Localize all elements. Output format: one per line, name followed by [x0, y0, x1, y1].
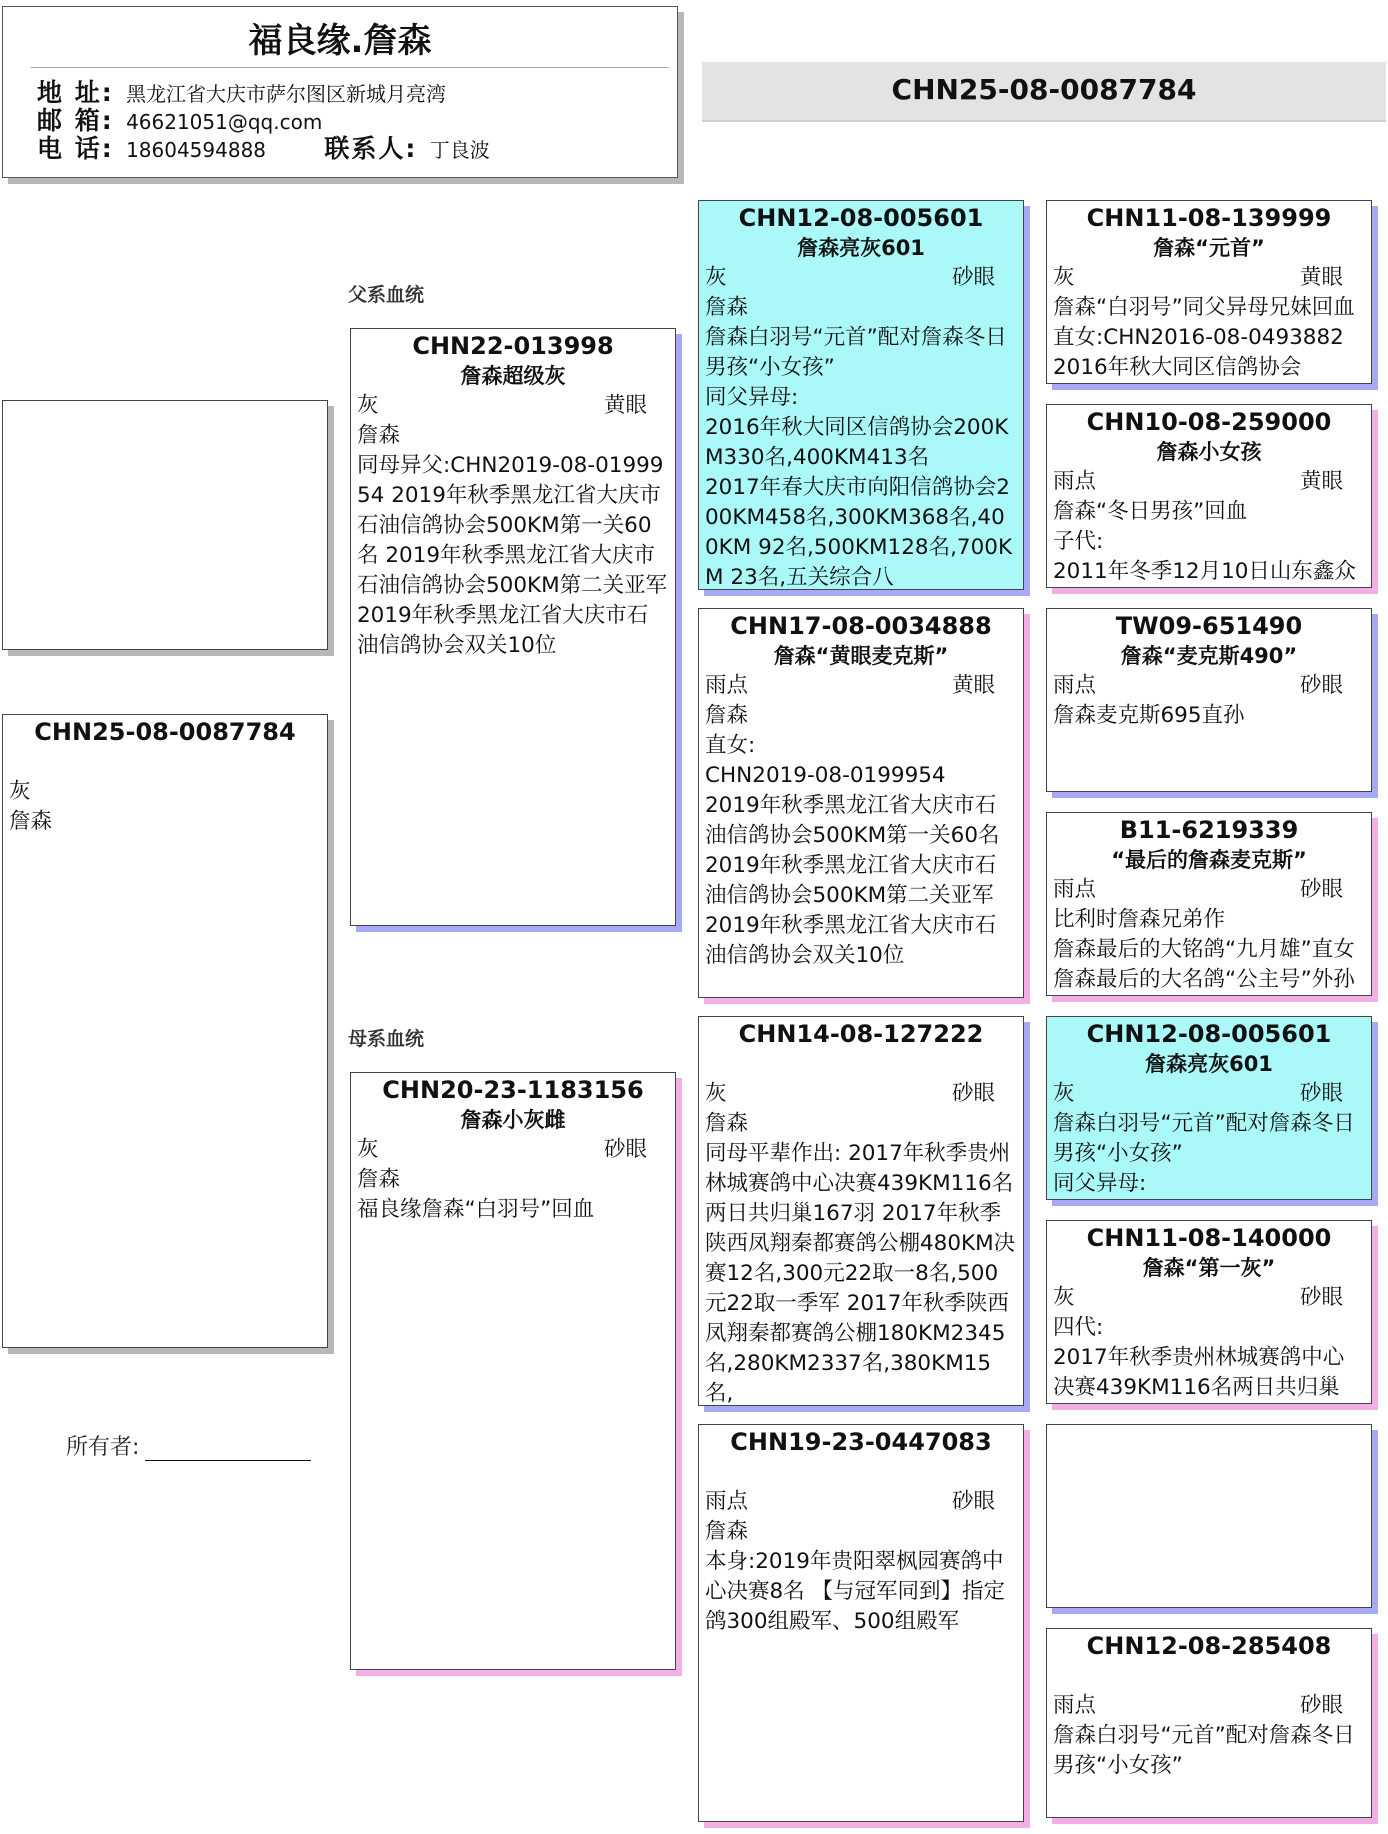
- sss-ring: CHN11-08-139999: [1086, 204, 1332, 232]
- subject-card: [2, 714, 328, 1348]
- sire-sire-card: [698, 200, 1024, 590]
- sire-color: 灰: [357, 393, 379, 418]
- ddd-color: 雨点: [1053, 1693, 1097, 1718]
- ds-notes: 同母平辈作出: 2017年秋季贵州林城赛鸽中心决赛439KM116名两日共归巢167羽 2017年秋季陕西凤翔秦都赛鸽公棚480KM决赛12名,300元22取一8名,500元22取一季军 2017年秋季陕西凤翔秦都赛鸽公棚180KM2345名,280KM2337名,380KM15名,: [705, 1141, 1016, 1406]
- dam-sire-card: [698, 1016, 1024, 1406]
- sds-card: [1046, 608, 1372, 792]
- sds-notes: 詹森麦克斯695直孙: [1053, 703, 1245, 728]
- contact-label: 联系人:: [324, 134, 418, 163]
- sd-color: 雨点: [705, 673, 749, 698]
- ssd-card: [1046, 404, 1372, 588]
- dss-ring: CHN12-08-005601: [1086, 1020, 1332, 1048]
- owner-signature-line: [145, 1434, 311, 1461]
- sd-notes: 直女: CHN2019-08-0199954 2019年秋季黑龙江省大庆市石油信鸽协会500KM第一关60名 2019年秋季黑龙江省大庆市石油信鸽协会500KM第二关亚军 2019年秋季黑龙江省大庆市石油信鸽协会双关10位: [705, 733, 1000, 968]
- dss-card: [1046, 1016, 1372, 1200]
- sdd-color-eye: [1053, 875, 1365, 905]
- sdd-color: 雨点: [1053, 877, 1097, 902]
- sd-eye: 黄眼: [951, 673, 995, 698]
- sdd-ring: B11-6219339: [1119, 816, 1299, 844]
- ssd-notes: 詹森“冬日男孩”回血 子代: 2011年冬季12月10日山东鑫众: [1053, 499, 1356, 584]
- address-value: 黑龙江省大庆市萨尔图区新城月亮湾: [126, 82, 447, 106]
- dam-dam-card: [698, 1424, 1024, 1822]
- sd-color-eye: [705, 671, 1017, 701]
- ds-eye: 砂眼: [951, 1081, 995, 1106]
- owner-line: [66, 1430, 311, 1461]
- dsd-name: 詹森“第一灰”: [1142, 1256, 1276, 1280]
- header-divider: [31, 67, 669, 68]
- dam-notes: 福良缘詹森“白羽号”回血: [357, 1197, 595, 1222]
- ddd-eye: 砂眼: [1299, 1693, 1343, 1718]
- ssd-eye: 黄眼: [1299, 469, 1343, 494]
- sd-name: 詹森“黄眼麦克斯”: [773, 644, 949, 668]
- subject-strain: 詹森: [9, 809, 53, 834]
- sss-name: 詹森“元首”: [1153, 236, 1265, 260]
- ddd-ring: CHN12-08-285408: [1086, 1632, 1332, 1660]
- dd-name-blank: [705, 1457, 1017, 1487]
- dss-name: 詹森亮灰601: [1145, 1052, 1273, 1076]
- sire-name: 詹森超级灰: [460, 364, 566, 388]
- address-label: 地 址:: [37, 78, 114, 107]
- dd-color: 雨点: [705, 1489, 749, 1514]
- owner-label: 所有者:: [66, 1435, 140, 1460]
- ring-number-band: CHN25-08-0087784: [702, 62, 1386, 122]
- ssd-name: 詹森小女孩: [1156, 440, 1262, 464]
- ddd-card: [1046, 1628, 1372, 1818]
- dss-eye: 砂眼: [1299, 1081, 1343, 1106]
- ds-ring: CHN14-08-127222: [738, 1020, 984, 1048]
- ssd-ring: CHN10-08-259000: [1086, 408, 1332, 436]
- sire-eye: 黄眼: [603, 393, 647, 418]
- dam-color: 灰: [357, 1137, 379, 1162]
- phone-label: 电 话:: [37, 134, 114, 163]
- dam-ring: CHN20-23-1183156: [382, 1076, 644, 1104]
- dd-color-eye: [705, 1487, 1017, 1517]
- dds-card: [1046, 1424, 1372, 1608]
- dam-color-eye: [357, 1135, 669, 1165]
- sire-ring: CHN22-013998: [412, 332, 614, 360]
- ds-color-eye: [705, 1079, 1017, 1109]
- dam-line-label: 母系血统: [348, 1028, 425, 1050]
- dd-eye: 砂眼: [951, 1489, 995, 1514]
- dss-color-eye: [1053, 1079, 1365, 1109]
- ss-eye: 砂眼: [951, 265, 995, 290]
- photo-box: [2, 400, 328, 650]
- sdd-notes: 比利时詹森兄弟作 詹森最后的大铭鸽“九月雄”直女 詹森最后的大名鸽“公主号”外孙: [1053, 907, 1355, 992]
- ddd-notes: 詹森白羽号“元首”配对詹森冬日男孩“小女孩”: [1053, 1723, 1355, 1778]
- sdd-eye: 砂眼: [1299, 877, 1343, 902]
- ss-color-eye: [705, 263, 1017, 293]
- dss-color: 灰: [1053, 1081, 1075, 1106]
- sdd-name: “最后的詹森麦克斯”: [1111, 848, 1307, 872]
- phone-value: 18604594888: [126, 138, 267, 162]
- email-label: 邮 箱:: [37, 106, 114, 135]
- ssd-color: 雨点: [1053, 469, 1097, 494]
- dam-card: [350, 1072, 676, 1670]
- dam-name: 詹森小灰雌: [460, 1108, 566, 1132]
- dsd-card: [1046, 1220, 1372, 1404]
- ssd-color-eye: [1053, 467, 1365, 497]
- sds-name: 詹森“麦克斯490”: [1120, 644, 1298, 668]
- subject-ring: CHN25-08-0087784: [34, 718, 296, 746]
- dsd-ring: CHN11-08-140000: [1086, 1224, 1332, 1252]
- ds-name-blank: [705, 1049, 1017, 1079]
- ss-name: 詹森亮灰601: [797, 236, 925, 260]
- dsd-notes: 四代: 2017年秋季贵州林城赛鸽中心决赛439KM116名两日共归巢: [1053, 1315, 1345, 1400]
- dd-notes: 本身:2019年贵阳翠枫园赛鸽中心决赛8名 【与冠军同到】指定鸽300组殿军、500组殿军: [705, 1549, 1006, 1634]
- sire-notes: 同母异父:CHN2019-08-0199954 2019年秋季黑龙江省大庆市石油信鸽协会500KM第一关60名 2019年秋季黑龙江省大庆市石油信鸽协会500KM第二关亚军 2019年秋季黑龙江省大庆市石油信鸽协会双关10位: [357, 453, 675, 658]
- spacer: [9, 747, 321, 777]
- dam-eye: 砂眼: [603, 1137, 647, 1162]
- dsd-color-eye: [1053, 1283, 1365, 1313]
- phone-row: [37, 129, 490, 165]
- ss-strain: 詹森: [705, 295, 749, 320]
- ss-notes: 詹森白羽号“元首”配对詹森冬日男孩“小女孩” 同父异母: 2016年秋大同区信鸽协会200KM330名,400KM413名 2017年春大庆市向阳信鸽协会200KM458名,300KM368名,400KM 92名,500KM128名,700KM 23名,五关综合八: [705, 325, 1013, 590]
- sds-color-eye: [1053, 671, 1365, 701]
- subject-color: 灰: [9, 779, 31, 804]
- breeder-header: [2, 6, 678, 178]
- sire-card: [350, 328, 676, 926]
- contact-value: 丁良波: [429, 138, 490, 162]
- sd-strain: 詹森: [705, 703, 749, 728]
- ss-color: 灰: [705, 265, 727, 290]
- sire-line-label: 父系血统: [348, 284, 425, 306]
- sire-color-eye: [357, 391, 669, 421]
- sds-ring: TW09-651490: [1115, 612, 1303, 640]
- breeder-title: 福良缘.詹森: [248, 21, 432, 61]
- sd-ring: CHN17-08-0034888: [730, 612, 992, 640]
- ds-strain: 詹森: [705, 1111, 749, 1136]
- dam-strain: 詹森: [357, 1167, 401, 1192]
- dsd-eye: 砂眼: [1299, 1285, 1343, 1310]
- sds-color: 雨点: [1053, 673, 1097, 698]
- dsd-color: 灰: [1053, 1285, 1075, 1310]
- sire-dam-card: [698, 608, 1024, 998]
- sdd-card: [1046, 812, 1372, 996]
- ddd-name-blank: [1053, 1661, 1365, 1691]
- sss-color: 灰: [1053, 265, 1075, 290]
- sss-eye: 黄眼: [1299, 265, 1343, 290]
- email-value: 46621051@qq.com: [126, 110, 323, 134]
- sds-eye: 砂眼: [1299, 673, 1343, 698]
- sss-notes: 詹森“白羽号”同父异母兄妹回血 直女:CHN2016-08-0493882 2016年秋大同区信鸽协会: [1053, 295, 1355, 380]
- ss-ring: CHN12-08-005601: [738, 204, 984, 232]
- sire-strain: 詹森: [357, 423, 401, 448]
- ds-color: 灰: [705, 1081, 727, 1106]
- dd-strain: 詹森: [705, 1519, 749, 1544]
- dd-ring: CHN19-23-0447083: [730, 1428, 992, 1456]
- ddd-color-eye: [1053, 1691, 1365, 1721]
- sss-color-eye: [1053, 263, 1365, 293]
- dss-notes: 詹森白羽号“元首”配对詹森冬日男孩“小女孩” 同父异母:: [1053, 1111, 1355, 1196]
- sss-card: [1046, 200, 1372, 384]
